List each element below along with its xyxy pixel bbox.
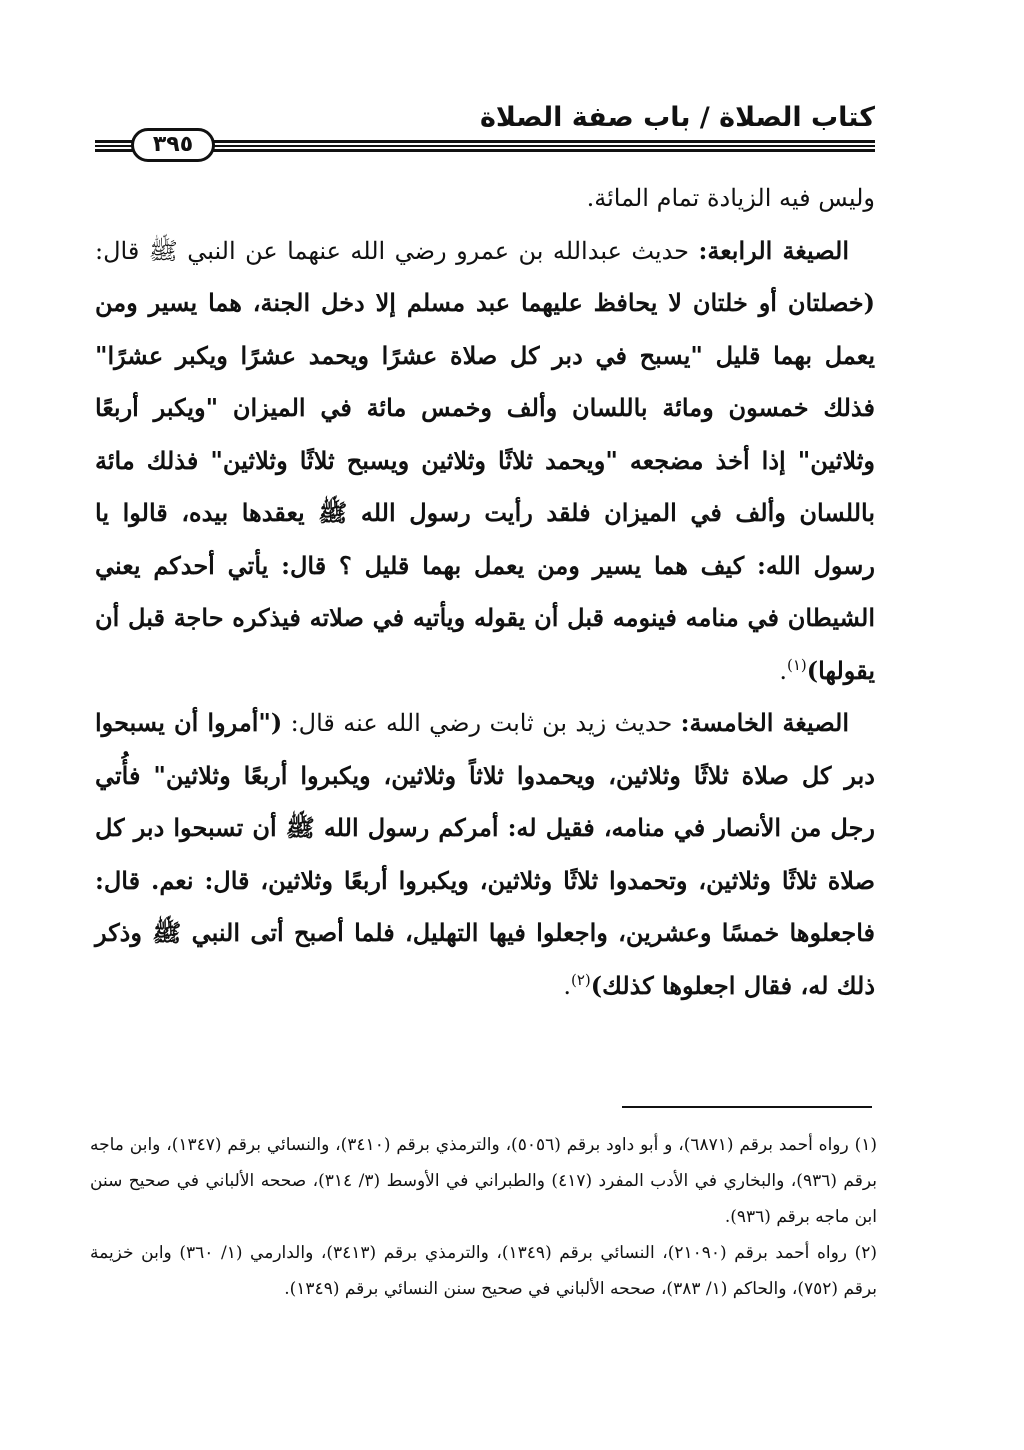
paragraph-intro [95, 172, 875, 225]
paragraph-end: . [563, 971, 571, 1000]
running-title: كتاب الصلاة / باب صفة الصلاة [479, 102, 875, 133]
paragraph-text: حديث عبدالله بن عمرو رضي الله عنهما عن النبي ﷺ قال: [95, 236, 699, 265]
section-label: الصيغة الرابعة: [698, 235, 849, 265]
hadith-text: ("أمروا أن يسبحوا دبر كل صلاة ثلاثًا وثلاثين، ويحمدوا ثلاثاً وثلاثين، ويكبروا أربعًا وثلاثين" فأُتي رجل من الأنصار في منامه، فقيل له: أمركم رسول الله ﷺ أن تسبحوا دبر كل صلاة ثلاثًا وثلاثين، وتحمدوا ثلاثًا وثلاثين، ويكبروا أربعًا وثلاثين، قال: نعم. قال: فاجعلوها خمسًا وعشرين، واجعلوا فيها التهليل، فلما أصبح أتى النبي ﷺ وذكر ذلك له، فقال اجعلوها كذلك) [95, 708, 875, 1000]
main-text [95, 172, 875, 1012]
footnote-2: (٢) رواه أحمد برقم (٢١٠٩٠)، النسائي برقم (١٣٤٩)، والترمذي برقم (٣٤١٣)، والدارمي (١/ ٣٦٠) وابن خزيمة برقم (٧٥٢)، والحاكم (١/ ٣٨٣)، صححه الألباني في صحيح سنن النسائي برقم (١٣٤٩). [90, 1243, 877, 1299]
footnote-ref: (٢) [570, 970, 591, 989]
paragraph-text: حديث زيد بن ثابت رضي الله عنه قال: [282, 709, 681, 737]
paragraph-fifth-form [95, 697, 875, 1012]
hadith-text: (خصلتان أو خلتان لا يحافظ عليهما عبد مسلم إلا دخل الجنة، هما يسير ومن يعمل بهما قليل "يسبح في دبر كل صلاة عشرًا ويحمد عشرًا ويكبر عشرًا" فذلك خمسون ومائة باللسان وألف وخمس مائة في الميزان "ويكبر أربعًا وثلاثين" إذا أخذ مضجعه "ويحمد ثلاثًا وثلاثين ويسبح ثلاثًا وثلاثين" فذلك مائة باللسان وألف في الميزان فلقد رأيت رسول الله ﷺ يعقدها بيده، قالوا يا رسول الله: كيف هما يسير ومن يعمل بهما قليل ؟ قال: يأتي أحدكم يعني الشيطان في منامه فينومه قبل أن يقوله ويأتيه في صلاته فيذكره حاجة قبل أن يقولها) [95, 288, 875, 685]
footnotes [90, 1127, 877, 1307]
footnote-ref: (١) [786, 655, 807, 674]
section-label: الصيغة الخامسة: [680, 708, 849, 737]
page-header [95, 100, 875, 160]
footnote-separator [622, 1106, 872, 1108]
page-number: ٣٩٥ [131, 128, 215, 162]
paragraph-end: . [779, 656, 787, 685]
paragraph-text: وليس فيه الزيادة تمام المائة. [586, 184, 875, 212]
footnote-1: (١) رواه أحمد برقم (٦٨٧١)، و أبو داود برقم (٥٠٥٦)، والترمذي برقم (٣٤١٠)، والنسائي برقم (١٣٤٧)، وابن ماجه برقم (٩٣٦)، والبخاري في الأدب المفرد (٤١٧) والطبراني في الأوسط (٣/ ٣١٤)، صححه الألباني في صحيح سنن ابن ماجه برقم (٩٣٦). [90, 1135, 877, 1227]
paragraph-fourth-form [95, 225, 875, 698]
